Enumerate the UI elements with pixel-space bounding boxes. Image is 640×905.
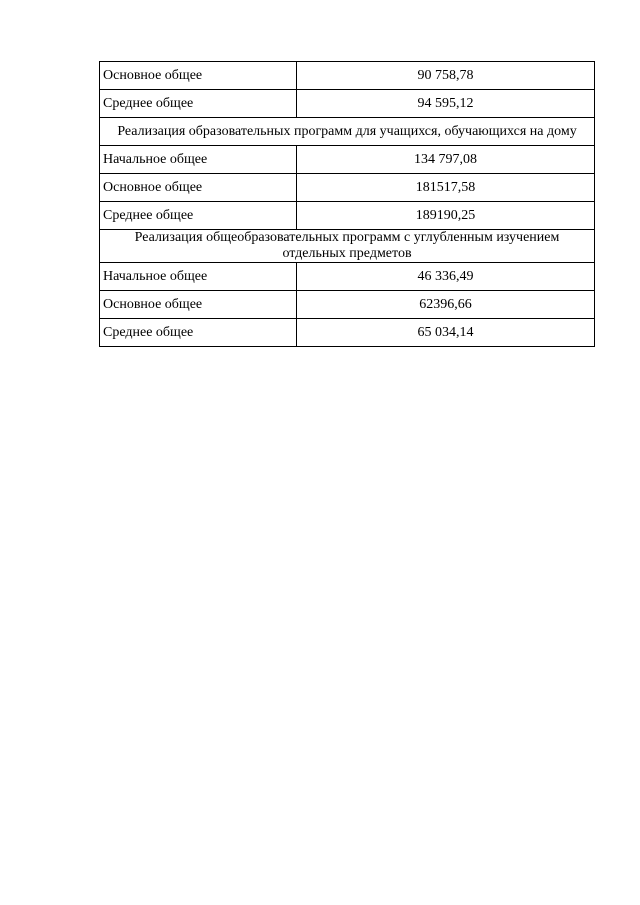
level-cell: Основное общее — [100, 62, 297, 90]
level-cell: Начальное общее — [100, 146, 297, 174]
amount-cell: 189190,25 — [297, 202, 595, 230]
section-title: Реализация образовательных программ для учащихся, обучающихся на дому — [100, 118, 595, 146]
amount-cell: 90 758,78 — [297, 62, 595, 90]
table-row — [100, 174, 595, 202]
amount-cell: 181517,58 — [297, 174, 595, 202]
level-cell: Основное общее — [100, 174, 297, 202]
section-row — [100, 118, 595, 146]
table-row — [100, 291, 595, 319]
level-cell: Среднее общее — [100, 202, 297, 230]
level-cell: Среднее общее — [100, 319, 297, 347]
level-cell: Основное общее — [100, 291, 297, 319]
level-cell: Начальное общее — [100, 263, 297, 291]
table-row — [100, 319, 595, 347]
section-title: Реализация общеобразовательных программ с углубленным изучением отдельных предметов — [100, 230, 595, 263]
table-row — [100, 202, 595, 230]
amount-cell: 94 595,12 — [297, 90, 595, 118]
amount-cell: 62396,66 — [297, 291, 595, 319]
section-row — [100, 230, 595, 263]
table-row — [100, 90, 595, 118]
amount-cell: 46 336,49 — [297, 263, 595, 291]
cost-table — [99, 61, 595, 347]
level-cell: Среднее общее — [100, 90, 297, 118]
table-row — [100, 263, 595, 291]
amount-cell: 134 797,08 — [297, 146, 595, 174]
table-row — [100, 146, 595, 174]
table-row — [100, 62, 595, 90]
amount-cell: 65 034,14 — [297, 319, 595, 347]
